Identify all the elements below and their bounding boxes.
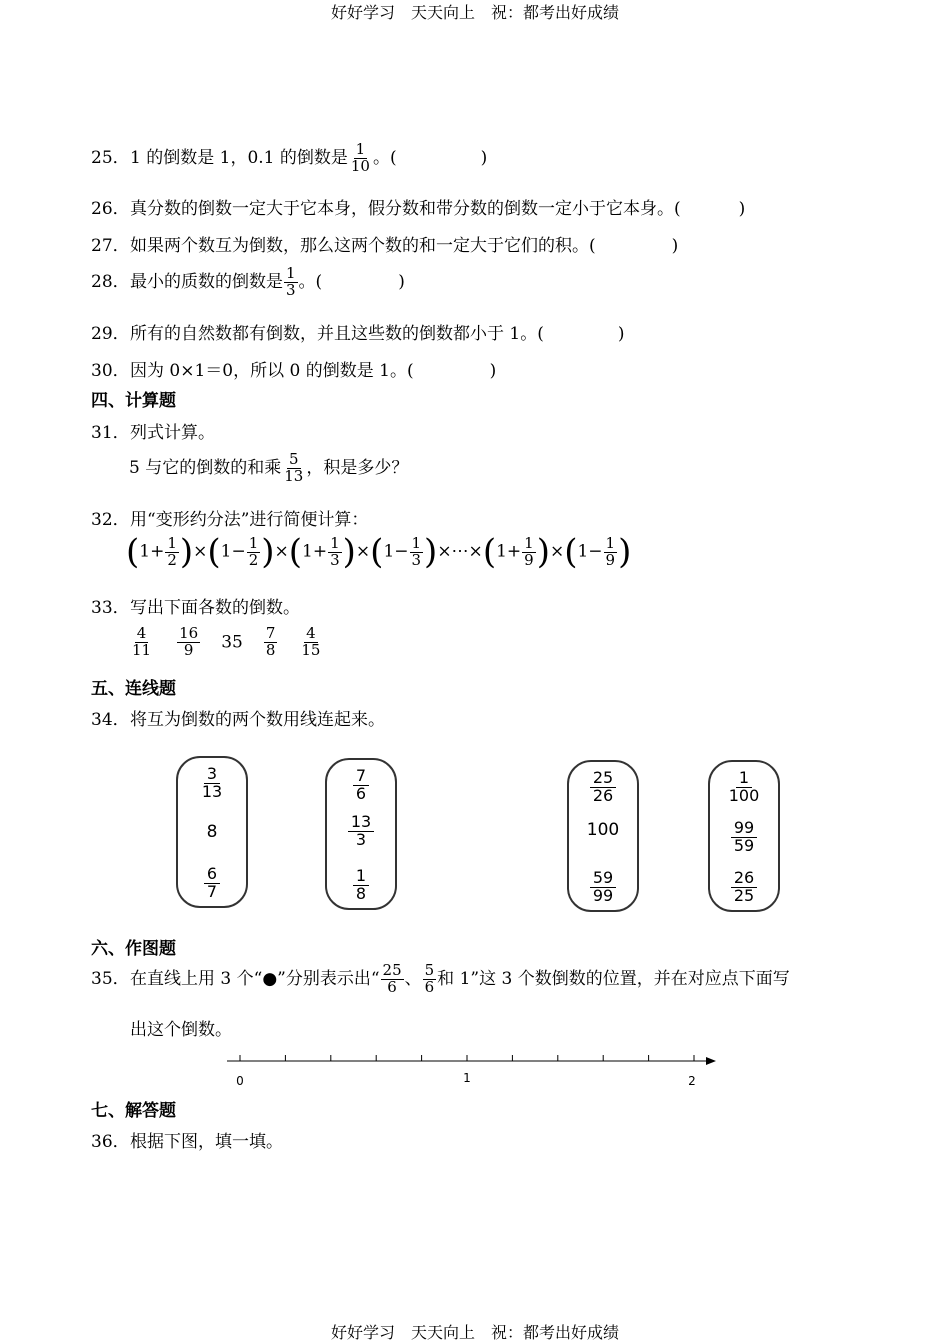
question-32: 32．用“变形约分法”进行简便计算： [91,510,369,530]
question-35: 35．在直线上用 3 个“●”分别表示出“ $\frac{25}{6}$ 、 $\frac{5}{6}$ 和 1”这 3 个数倒数的位置，并在对应点下面写 [91,961,790,996]
matching-item[interactable]: $\frac{59}{99}$ [590,870,616,905]
q33-numbers: $\frac{4}{11}$ $\frac{16}{9}$ 35 $\frac{7}{8}$ $\frac{4}{15}$ [132,624,321,659]
page-footer: 好好学习 天天向上 祝：都考出好成绩 [330,1323,619,1342]
matching-item[interactable]: $\frac{13}{3}$ [348,814,374,849]
question-33: 33．写出下面各数的倒数。 [91,598,300,618]
matching-item[interactable]: $\frac{6}{7}$ [204,866,220,901]
matching-item[interactable]: $\frac{3}{13}$ [201,764,223,801]
question-31: 31．列式计算。 [91,423,215,443]
question-31-prompt: 5 与它的倒数的和乘 $\frac{5}{13}$ ，积是多少？ [129,450,409,485]
matching-item[interactable]: $\frac{1}{8}$ [353,868,369,903]
arrow-icon [706,1057,716,1065]
matching-item[interactable]: $\frac{99}{59}$ [731,820,757,855]
matching-group-4 [708,760,780,912]
matching-group-1 [176,756,248,908]
matching-item[interactable]: $\frac{25}{26}$ [590,770,616,805]
question-26: 26．真分数的倒数一定大于它本身，假分数和带分数的倒数一定小于它本身。( ) [91,199,746,219]
matching-item[interactable]: $\frac{26}{25}$ [731,870,757,905]
question-25: 25．1 的倒数是 1，0.1 的倒数是 $\frac{1}{10}$ 。( ) [91,140,488,175]
tick-label-0: 0 [236,1074,244,1088]
question-30: 30．因为 0×1＝0，所以 0 的倒数是 1。( ) [91,361,497,381]
section-heading-5: 五、连线题 [91,679,176,699]
matching-group-3 [567,760,639,912]
page-header: 好好学习 天天向上 祝：都考出好成绩 [330,3,619,22]
tick-label-1: 1 [463,1071,471,1085]
question-28: 28．最小的质数的倒数是 $\frac{1}{3}$ 。( ) [91,264,405,299]
section-heading-6: 六、作图题 [91,939,176,959]
matching-item[interactable]: $\frac{1}{100}$ [728,768,760,805]
fraction: $\frac{1}{10}$ [350,140,370,175]
question-34: 34．将互为倒数的两个数用线连起来。 [91,710,385,730]
number-line[interactable] [224,1050,724,1090]
matching-item[interactable]: $\frac{7}{6}$ [353,768,369,803]
section-heading-7: 七、解答题 [91,1101,176,1121]
question-29: 29．所有的自然数都有倒数，并且这些数的倒数都小于 1。( ) [91,324,625,344]
tick-label-2: 2 [688,1074,696,1088]
matching-item[interactable]: 100 [586,820,620,840]
fraction: $\frac{5}{13}$ [284,450,304,485]
matching-group-2 [325,758,397,910]
question-27: 27．如果两个数互为倒数，那么这两个数的和一定大于它们的积。( ) [91,236,679,256]
section-heading-4: 四、计算题 [91,391,176,411]
q32-expression: (1+ $\frac{1}{2}$ )×(1− $\frac{1}{2}$ )×(1+ $\frac{1}{3}$ )×(1− $\frac{1}{3}$ )×⋯×(1+ $\frac{1}{9}$ )×(1− $\frac{1}{9}$ ) [126,532,632,572]
fraction: $\frac{1}{3}$ [286,264,296,299]
question-36: 36．根据下图，填一填。 [91,1132,283,1152]
matching-item[interactable]: 8 [206,822,218,842]
question-35-line2: 出这个倒数。 [130,1020,232,1040]
